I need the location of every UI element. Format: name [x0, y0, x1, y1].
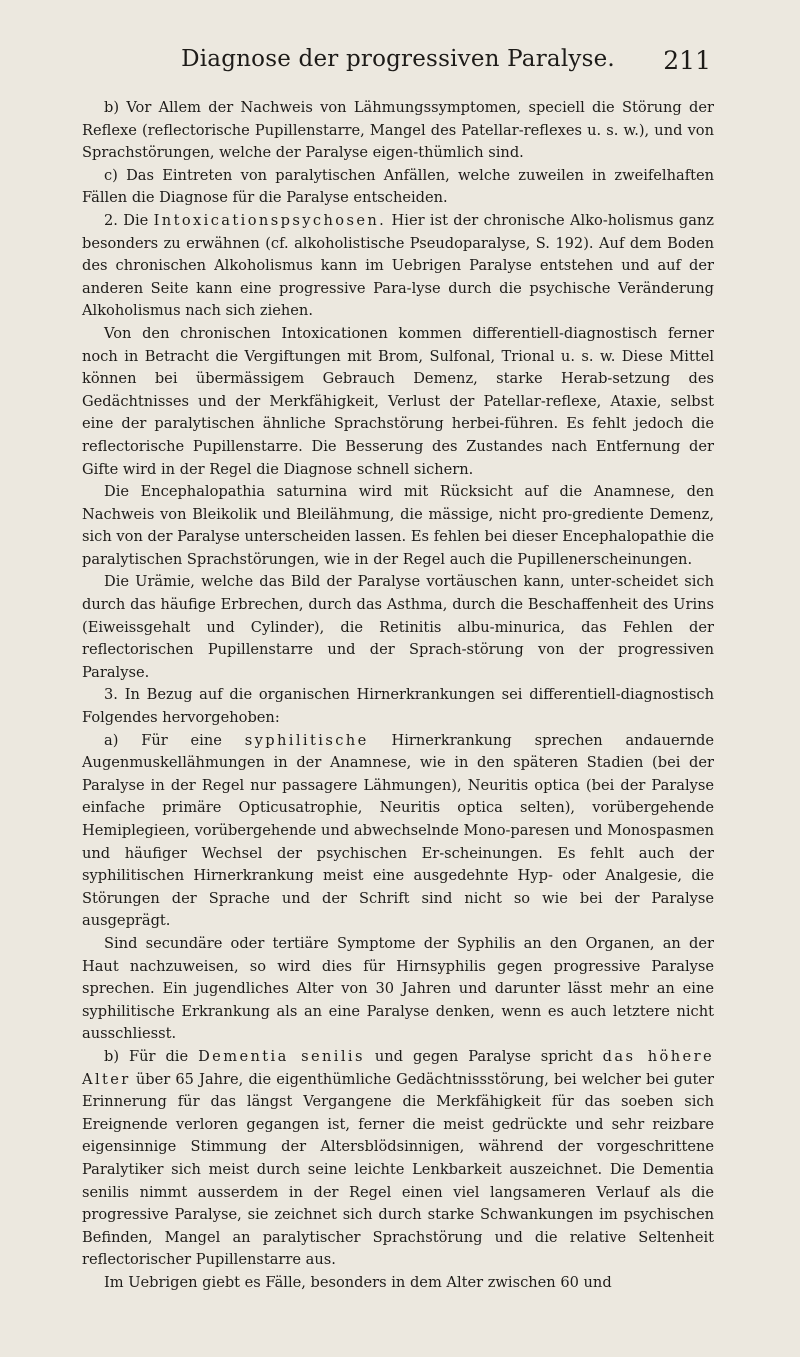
paragraph-text: Hirnerkrankung sprechen andauernde Augenmuskellähmungen in der Anamnese, wie in den späteren Stadien (bei der Paralyse in der Regel nur passagere Lähmungen), Neuritis optica (bei der Paralyse einfache primäre Opticusatrophie, Neuritis optica selten), vorübergehende Hemiplegieen, vorübergehende und abwechselnde Mono-paresen und Monospasmen und häufiger Wechsel der psychischen Er-scheinungen. Es fehlt auch der syphilitischen Hirnerkrankung meist eine ausgedehnte Hyp- oder Analgesie, die Störungen der Sprache und der Schrift sind nicht so wie bei der Paralyse ausgeprägt.	[82, 731, 714, 930]
paragraph	[82, 571, 714, 684]
running-title: Diagnose der progressiven Paralyse.	[181, 46, 615, 72]
paragraph	[82, 323, 714, 481]
paragraph-text: Von den chronischen Intoxicationen kommen differentiell-diagnostisch ferner noch in Betracht die Vergiftungen mit Brom, Sulfonal, Trional u. s. w. Diese Mittel können bei übermässigem Gebrauch Demenz, starke Herab-setzung des Gedächtnisses und der Merkfähigkeit, Verlust der Patellar-reflexe, Ataxie, selbst eine der paralytischen ähnliche Sprachstörung herbei-führen. Es fehlt jedoch die reflectorische Pupillenstarre. Die Besserung des Zustandes nach Entfernung der Gifte wird in der Regel die Diagnose schnell sichern.	[82, 324, 714, 478]
paragraph	[82, 684, 714, 729]
paragraph-text: b) Für die	[104, 1047, 199, 1065]
spaced-emphasis: Dementia senilis	[198, 1047, 365, 1065]
paragraph-text: Hier ist der chronische Alko-holismus ganz besonders zu erwähnen (cf. alkoholistische Pseudoparalyse, S. 192). Auf dem Boden des chronischen Alkoholismus kann im Uebrigen Paralyse entstehen und auf der anderen Seite kann eine progressive Para-lyse durch die psychische Veränderung Alkoholismus nach sich ziehen.	[82, 211, 714, 320]
paragraph	[82, 730, 714, 933]
paragraph-text: Sind secundäre oder tertiäre Symptome der Syphilis an den Organen, an der Haut nachzuweisen, so wird dies für Hirnsyphilis gegen progressive Paralyse sprechen. Ein jugendliches Alter von 30 Jahren und darunter lässt mehr an eine syphilitische Erkrankung als an eine Paralyse denken, wenn es auch letztere nicht ausschliesst.	[82, 934, 714, 1043]
paragraph	[82, 210, 714, 323]
paragraph-text: c) Das Eintreten von paralytischen Anfällen, welche zuweilen in zweifelhaften Fällen die Diagnose für die Paralyse entscheiden.	[82, 166, 714, 207]
paragraph-text: 3. In Bezug auf die organischen Hirnerkrankungen sei differentiell-diagnostisch Folgendes hervorgehoben:	[82, 686, 714, 727]
paragraph	[82, 481, 714, 571]
paragraph	[82, 933, 714, 1046]
paragraph	[82, 1272, 714, 1295]
paragraph-text: Im Uebrigen giebt es Fälle, besonders in dem Alter zwischen 60 und	[104, 1273, 612, 1291]
page-header	[85, 46, 711, 80]
paragraph-text: a) Für eine	[104, 731, 245, 749]
paragraph-text: b) Vor Allem der Nachweis von Lähmungssymptomen, speciell die Störung der Reflexe (reflectorische Pupillenstarre, Mangel des Patellar-reflexes u. s. w.), und von Sprachstörungen, welche der Paralyse eigen-thümlich sind.	[82, 99, 714, 162]
paragraph	[82, 1046, 714, 1272]
paragraph-text: und gegen Paralyse spricht	[364, 1047, 603, 1065]
paragraph-text: über 65 Jahre, die eigenthümliche Gedächtnissstörung, bei welcher bei guter Erinnerung für das längst Vergangene die Merkfähigkeit für das soeben sich Ereignende verloren gegangen ist, ferner die meist gedrückte und sehr reizbare eigensinnige Stimmung der Altersblödsinnigen, während der vorgeschrittene Paralytiker sich meist durch seine leichte Lenkbarkeit auszeichnet. Die Dementia senilis nimmt ausserdem in der Regel einen viel langsameren Verlauf als die progressive Paralyse, sie zeichnet sich durch starke Schwankungen im psychischen Befinden, Mangel an paralytischer Sprachstörung und die relative Seltenheit reflectorischer Pupillenstarre aus.	[82, 1070, 714, 1269]
spaced-emphasis: Intoxicationspsychosen.	[153, 211, 387, 229]
paragraph	[82, 165, 714, 210]
page-number: 211	[663, 46, 711, 75]
paragraph-text: Die Encephalopathia saturnina wird mit Rücksicht auf die Anamnese, den Nachweis von Bleikolik und Bleilähmung, die mässige, nicht pro-grediente Demenz, sich von der Paralyse unterscheiden lassen. Es fehlen bei dieser Encephalopathie die paralytischen Sprachstörungen, wie in der Regel auch die Pupillenerscheinungen.	[82, 483, 714, 568]
spaced-emphasis: das höhere Alter	[82, 1047, 714, 1088]
spaced-emphasis: syphilitische	[244, 731, 369, 749]
body-text	[82, 97, 714, 1294]
paragraph	[82, 97, 714, 165]
paragraph-text: Die Urämie, welche das Bild der Paralyse vortäuschen kann, unter-scheidet sich durch das häufige Erbrechen, durch das Asthma, durch die Beschaffenheit des Urins (Eiweissgehalt und Cylinder), die Retinitis albu-minurica, das Fehlen der reflectorischen Pupillenstarre und der Sprach-störung von der progressiven Paralyse.	[82, 573, 714, 681]
paragraph-text: 2. Die	[104, 211, 154, 229]
